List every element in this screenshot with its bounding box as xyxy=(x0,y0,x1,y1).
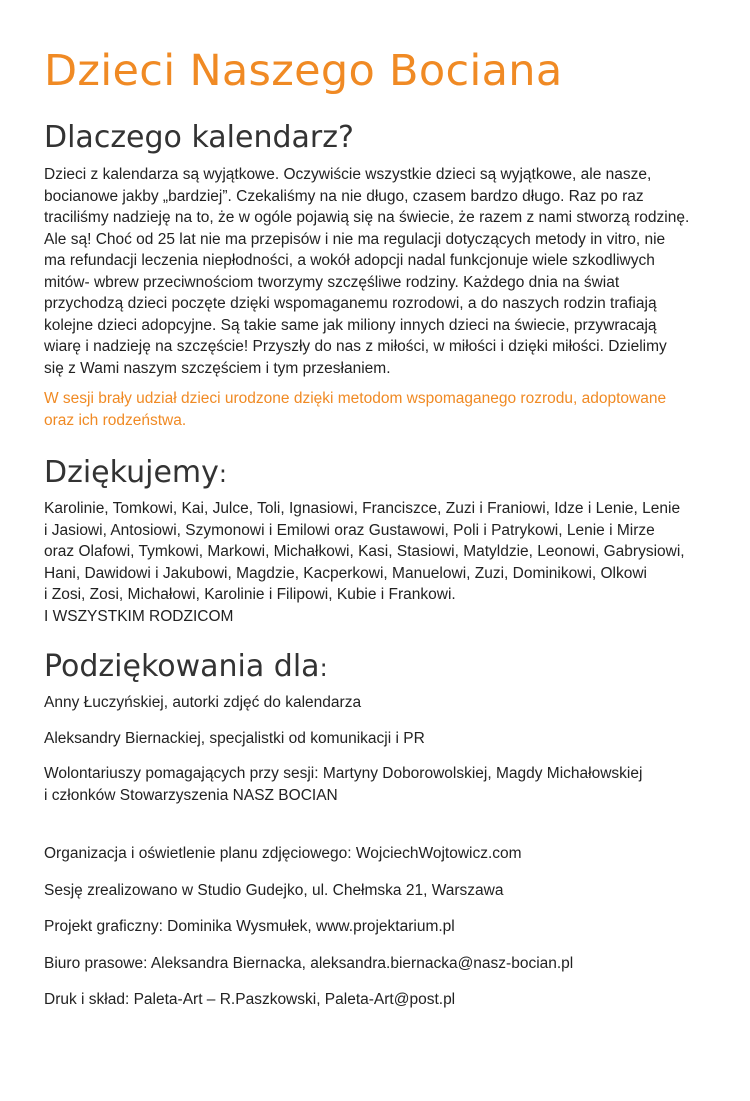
thanks-line: Hani, Dawidowi i Jakubowi, Magdzie, Kacperkowi, Manuelowi, Zuzi, Dominikowi, Olkowi xyxy=(44,564,648,582)
thanks-line: oraz Olafowi, Tymkowi, Markowi, Michałkowi, Kasi, Stasiowi, Matyldzie, Leonowi, Gabrysiowi, xyxy=(44,543,685,560)
credit-item: Druk i skład: Paleta-Art – R.Paszkowski, Paleta-Art@post.pl xyxy=(44,991,456,1008)
body-line: Dzieci z kalendarza są wyjątkowe. Oczywiście wszystkie dzieci są wyjątkowe, ale nasze, xyxy=(44,166,652,183)
acknowledgements-heading-text: Podziękowania dla xyxy=(44,649,320,684)
thanks-line: I WSZYSTKIM RODZICOM xyxy=(44,607,234,625)
body-line: bocianowe jakby „bardziej”. Czekaliśmy na nie długo, czasem bardzo długo. Raz po raz xyxy=(44,187,644,205)
credit-item: Projekt graficzny: Dominika Wysmułek, www.projektarium.pl xyxy=(44,918,455,935)
body-line: mitów- wbrew przeciwnościom tworzymy szczęśliwe rodziny. Każdego dnia na świat xyxy=(44,273,620,291)
note-line: oraz ich rodzeństwa. xyxy=(44,411,187,429)
volunteers-line: i członków Stowarzyszenia NASZ BOCIAN xyxy=(44,786,338,804)
credit-item: Sesję zrealizowano w Studio Gudejko, ul. Chełmska 21, Warszawa xyxy=(44,881,504,899)
credit-item: Biuro prasowe: Aleksandra Biernacka, aleksandra.biernacka@nasz-bocian.pl xyxy=(44,954,574,972)
thanks-line: i Jasiowi, Antosiowi, Szymonowi i Emilowi oraz Gustawowi, Poli i Patrykowi, Lenie i Mirze xyxy=(44,521,655,539)
volunteers-line: Wolontariuszy pomagających przy sesji: Martyny Doborowolskiej, Magdy Michałowskiej xyxy=(44,765,643,782)
why-calendar-heading: Dlaczego kalendarz? xyxy=(44,120,354,155)
body-line: wiarę i nadzieję na szczęście! Przyszły do nas z miłości, w miłości i dzięki miłości. Dzielimy xyxy=(44,338,667,355)
body-line: przychodzą dzieci poczęte dzięki wspomaganemu rozrodowi, a do naszych rodzin trafiają xyxy=(44,295,657,312)
acknowledgement-item: Aleksandry Biernackiej, specjalistki od komunikacji i PR xyxy=(44,729,425,747)
body-line: kolejne dzieci adopcyjne. Są takie same jak miliony innych dzieci na świecie, przywracają xyxy=(44,316,657,334)
body-line: się z Wami naszym szczęściem i tym przesłaniem. xyxy=(44,359,391,377)
credits-list xyxy=(44,843,750,1011)
thanks-list xyxy=(44,498,744,627)
acknowledgements-heading-colon: : xyxy=(319,654,328,682)
note-line: W sesji brały udział dzieci urodzone dzięki metodom wspomaganego rozrodu, adoptowane xyxy=(44,390,667,407)
why-calendar-body xyxy=(44,164,744,379)
acknowledgement-item: Anny Łuczyńskiej, autorki zdjęć do kalendarza xyxy=(44,694,362,711)
body-line: traciliśmy nadzieję na to, że w ogóle pojawią się na świecie, że razem z nami stworzą rodzinę. xyxy=(44,209,690,226)
volunteers-item xyxy=(44,763,750,806)
page-title: Dzieci Naszego Bociana xyxy=(44,46,563,96)
thanks-line: Karolinie, Tomkowi, Kai, Julce, Toli, Ignasiowi, Franciszce, Zuzi i Franiowi, Idze i Lenie, Lenie xyxy=(44,500,681,517)
thanks-heading-text: Dziękujemy xyxy=(44,455,219,490)
thanks-heading xyxy=(44,455,750,492)
acknowledgements-list xyxy=(44,692,750,806)
thanks-line: i Zosi, Zosi, Michałowi, Karolinie i Filipowi, Kubie i Frankowi. xyxy=(44,586,456,603)
body-line: Ale są! Choć od 25 lat nie ma przepisów i nie ma regulacji dotyczących metody in vitro, nie xyxy=(44,230,666,248)
body-line: ma refundacji leczenia niepłodności, a wokół adopcji nadal funkcjonuje wiele szkodliwych xyxy=(44,252,655,269)
acknowledgements-heading xyxy=(44,649,750,686)
thanks-heading-colon: : xyxy=(218,460,227,488)
credit-item: Organizacja i oświetlenie planu zdjęciowego: WojciechWojtowicz.com xyxy=(44,845,522,862)
session-note xyxy=(44,388,744,431)
